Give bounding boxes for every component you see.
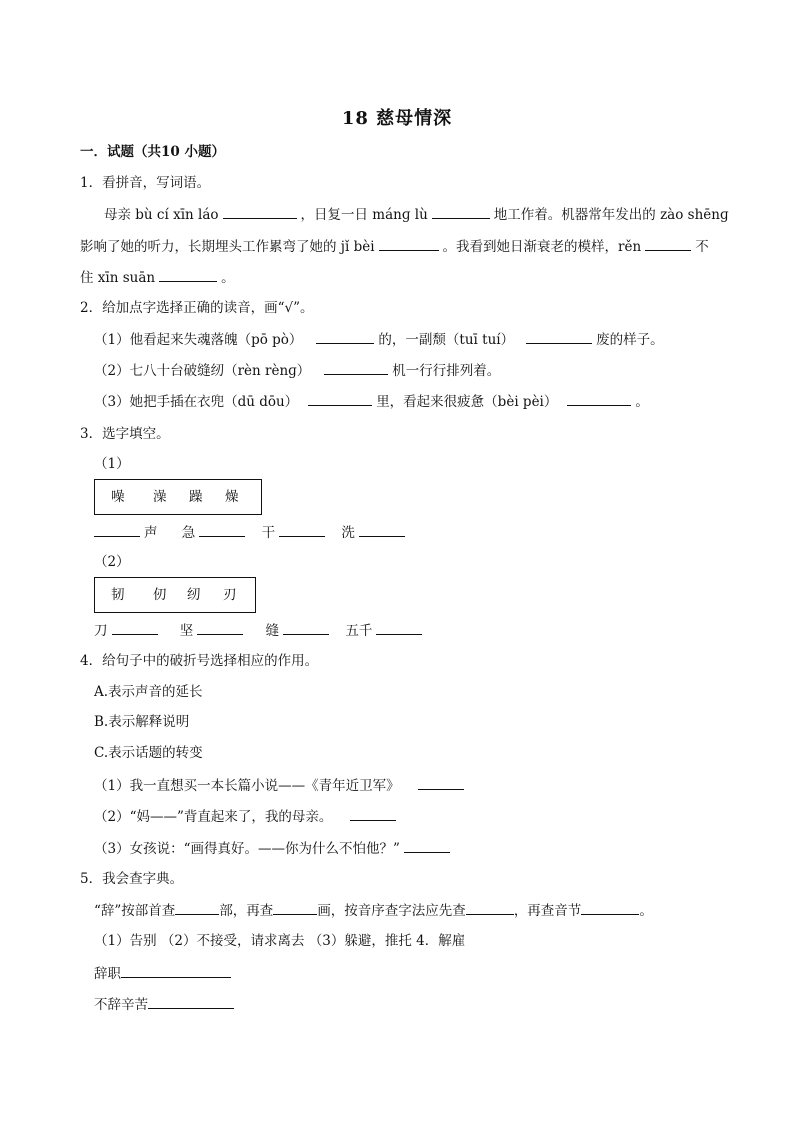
- q5-text: 。: [639, 903, 653, 919]
- q3-fill-row-2: [94, 620, 426, 641]
- q1-text: 不: [695, 239, 709, 255]
- answer-blank[interactable]: [581, 900, 639, 915]
- answer-blank[interactable]: [567, 391, 631, 406]
- q5-text: 画，按音序查字法应先查: [317, 903, 466, 919]
- q1-text: ，日复一日 mánɡ lù: [300, 207, 428, 223]
- answer-blank[interactable]: [418, 775, 464, 790]
- q4-text: （2）“妈——”背直起来了，我的母亲。: [94, 809, 333, 825]
- answer-blank[interactable]: [308, 391, 372, 406]
- answer-blank[interactable]: [350, 806, 396, 821]
- fill-word: 干: [261, 525, 276, 541]
- fill-word: 五千: [345, 623, 373, 639]
- q5-word-1: [94, 963, 231, 984]
- char-box-1: [94, 479, 262, 515]
- q2-text: 里，看起来很疲惫（bèi pèi）: [376, 394, 558, 410]
- q3-heading: 3．选字填空。: [80, 426, 170, 442]
- q1-heading: 1．看拼音，写词语。: [80, 175, 211, 191]
- q4-sentence-2: [94, 806, 400, 827]
- answer-blank[interactable]: [645, 236, 691, 251]
- q4-text: （1）我一直想买一本长篇小说——《青年近卫军》: [94, 778, 400, 794]
- char-box-2: [94, 577, 256, 613]
- fill-word: 刀: [94, 623, 108, 639]
- q5-word: 辞职: [94, 966, 121, 982]
- q3-sub-2: （2）: [94, 554, 130, 570]
- section-heading: 一．试题（共10 小题）: [80, 144, 225, 160]
- q1-line3: [80, 267, 235, 288]
- char-option: 澡: [153, 489, 167, 505]
- answer-blank[interactable]: [159, 267, 217, 282]
- q5-text: “辞”按部首查: [94, 903, 176, 919]
- q2-text: （1）他看起来失魂落魄（pō pò）: [94, 332, 303, 348]
- q2-text: 机一行行排列着。: [392, 363, 501, 379]
- q1-text: 住 xīn suān: [80, 270, 156, 286]
- q1-text: 母亲 bù cí xīn láo: [104, 207, 219, 223]
- answer-blank[interactable]: [148, 994, 234, 1009]
- q5-text: ，再查音节: [513, 903, 582, 919]
- q4-text: （3）女孩说：“画得真好。——你为什么不怕他？”: [94, 841, 400, 857]
- answer-blank[interactable]: [197, 620, 243, 635]
- fill-word: 缝: [265, 623, 280, 639]
- answer-blank[interactable]: [121, 963, 231, 978]
- q5-text: 部，再查: [219, 903, 274, 919]
- answer-blank[interactable]: [316, 329, 374, 344]
- answer-blank[interactable]: [112, 620, 158, 635]
- answer-blank[interactable]: [199, 522, 245, 537]
- answer-blank[interactable]: [466, 900, 514, 915]
- q4-option-c: C.表示话题的转变: [94, 745, 203, 761]
- answer-blank[interactable]: [223, 204, 297, 219]
- q2-heading: 2．给加点字选择正确的读音，画“√”。: [80, 300, 314, 316]
- q1-text: 影响了她的听力，长期埋头工作累弯了她的 jǐ bèi: [80, 239, 375, 255]
- q5-word: 不辞辛苦: [94, 997, 148, 1013]
- q5-word-2: [94, 994, 234, 1015]
- q1-text: 地工作着。机器常年发出的 zào shēnɡ: [493, 207, 729, 223]
- q5-line-1: [94, 900, 653, 921]
- q5-heading: 5．我会查字典。: [80, 871, 184, 887]
- q1-text: 。: [221, 270, 235, 286]
- q4-sentence-1: [94, 775, 468, 796]
- q1-line1: [104, 204, 729, 225]
- q2-sentence-2: [94, 360, 500, 381]
- answer-blank[interactable]: [283, 620, 329, 635]
- answer-blank[interactable]: [273, 900, 317, 915]
- char-option: 韧: [111, 587, 125, 603]
- q2-text: （2）七八十台破缝纫（rèn rènɡ）: [94, 363, 311, 379]
- q2-text: 的，一副颓（tuī tuí）: [378, 332, 515, 348]
- q4-option-b: B.表示解释说明: [94, 714, 190, 730]
- q2-text: （3）她把手插在衣兜（dū dōu）: [94, 394, 299, 410]
- answer-blank[interactable]: [379, 236, 439, 251]
- fill-word: 急: [181, 525, 196, 541]
- answer-blank[interactable]: [404, 838, 450, 853]
- q5-meanings: （1）告别 （2）不接受，请求离去 （3）躲避，推托 4．解雇: [94, 933, 466, 949]
- q3-fill-row-1: [94, 522, 409, 543]
- answer-blank[interactable]: [175, 900, 219, 915]
- q3-sub-1: （1）: [94, 456, 130, 472]
- answer-blank[interactable]: [324, 360, 388, 375]
- q4-heading: 4．给句子中的破折号选择相应的作用。: [80, 653, 319, 669]
- q1-line2: [80, 236, 709, 257]
- char-option: 纫: [187, 587, 201, 603]
- q2-text: 。: [635, 394, 649, 410]
- answer-blank[interactable]: [359, 522, 405, 537]
- fill-word: 坚: [179, 623, 194, 639]
- q4-option-a: A.表示声音的延长: [94, 684, 203, 700]
- answer-blank[interactable]: [94, 522, 140, 537]
- answer-blank[interactable]: [279, 522, 325, 537]
- char-option: 噪: [111, 489, 125, 505]
- answer-blank[interactable]: [526, 329, 592, 344]
- q2-text: 废的样子。: [596, 332, 664, 348]
- page-title: 18 慈母情深: [341, 108, 453, 129]
- q4-sentence-3: [94, 838, 454, 859]
- char-option: 躁: [189, 489, 203, 505]
- fill-word: 声: [144, 525, 158, 541]
- answer-blank[interactable]: [376, 620, 422, 635]
- char-option: 刃: [223, 587, 237, 603]
- fill-word: 洗: [341, 525, 355, 541]
- char-option: 燥: [225, 489, 239, 505]
- answer-blank[interactable]: [432, 204, 490, 219]
- q2-sentence-3: [94, 391, 649, 412]
- q2-sentence-1: [94, 329, 664, 350]
- q1-text: 。我看到她日渐衰老的模样，rěn: [442, 239, 642, 255]
- char-option: 仞: [153, 587, 167, 603]
